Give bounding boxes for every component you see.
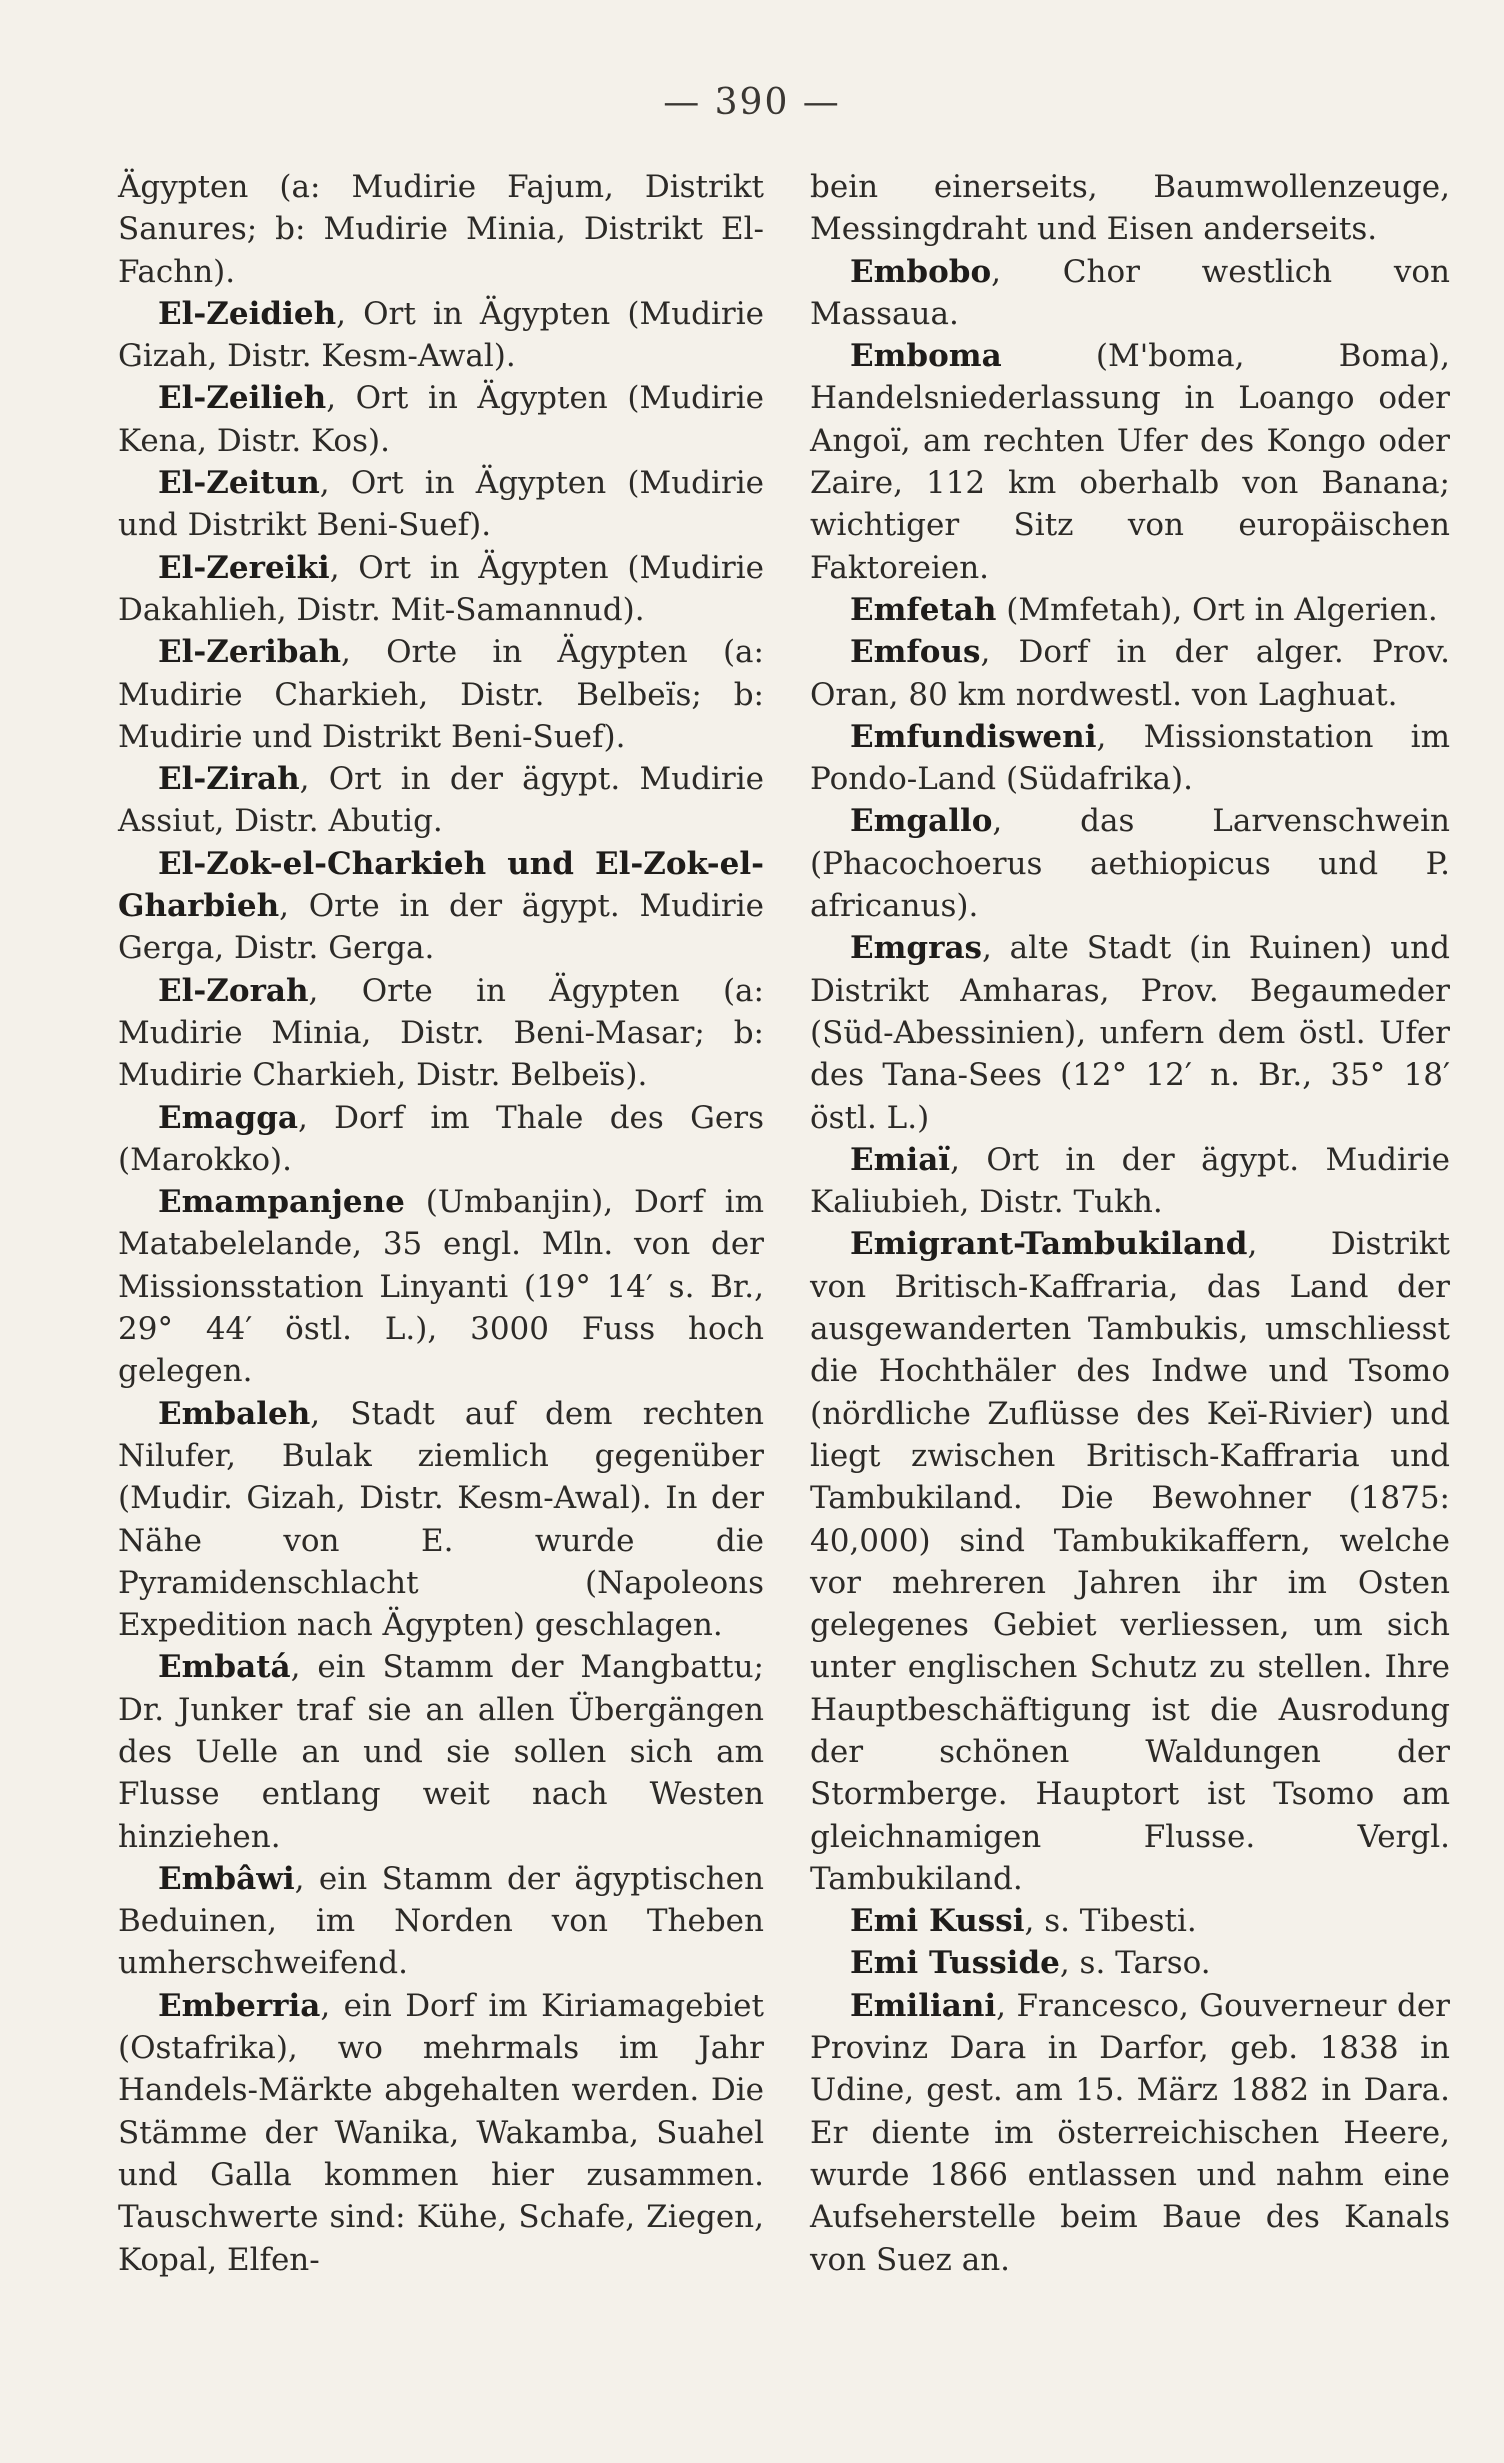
entry-headword: Emfous (850, 634, 981, 671)
entry-headword: El-Zeitun (158, 465, 320, 502)
entry-text: , ein Dorf im Kiriamagebiet (Ostafrika), wo mehrmals im Jahr Handels-Märkte abgehalten werden. Die Stämme der Wanika, Wakamba, Suahel und Galla kommen hier zusammen. Tauschwerte sind: Kühe, Schafe, Ziegen, Kopal, Elfen- (118, 1987, 764, 2278)
dictionary-entry (118, 631, 764, 758)
entry-text: , Dorf im Thale des Gers (Marokko). (118, 1099, 764, 1178)
entry-text: , Orte in Ägypten (a: Mudirie Charkieh, Distr. Belbeïs; b: Mudirie und Distrikt Beni-Suef). (118, 634, 764, 755)
entry-text: , Distrikt von Britisch-Kaffraria, das Land der ausgewanderten Tambukis, umschliesst die Hochthäler des Indwe und Tsomo (nördliche Zuflüsse des Keï-Rivier) und liegt zwischen Britisch-Kaffraria und Tambukiland. Die Bewohner (1875: 40,000) sind Tambukikaffern, welche vor mehreren Jahren ihr im Osten gelegenes Gebiet verliessen, um sich unter englischen Schutz zu stellen. Ihre Hauptbeschäftigung ist die Ausrodung der schönen Waldungen der Stormberge. Hauptort ist Tsomo am gleichnamigen Flusse. Vergl. Tambukiland. (810, 1226, 1450, 1897)
entry-headword: El-Zorah (158, 972, 309, 1009)
dictionary-entry (118, 462, 764, 547)
dictionary-entry (118, 1985, 764, 2281)
dictionary-entry (118, 843, 764, 970)
entry-headword: El-Zereiki (158, 549, 330, 586)
entry-text: , s. Tibesti. (1024, 1903, 1197, 1940)
dictionary-entry (810, 1900, 1450, 1942)
entry-headword: Emfundisweni (850, 718, 1097, 755)
dictionary-entry (118, 758, 764, 843)
entry-text: , ein Stamm der Mangbattu; Dr. Junker traf sie an allen Übergängen des Uelle an und sie sollen sich am Flusse entlang weit nach Westen hinziehen. (118, 1649, 764, 1855)
entry-headword: Emampanjene (158, 1184, 405, 1221)
entry-text: (Mmfetah), Ort in Algerien. (996, 591, 1438, 628)
entry-text: , Ort in Ägypten (Mudirie Gizah, Distr. Kesm-Awal). (118, 295, 764, 375)
entry-text: (Umbanjin), Dorf im Matabelelande, 35 engl. Mln. von der Missionsstation Linyanti (19° 14′ s. Br., 29° 44′ östl. L.), 3000 Fuss hoch gelegen. (118, 1184, 764, 1390)
entry-headword: El-Zok-el-Charkieh und El-Zok-el-Gharbieh (118, 845, 764, 925)
entry-text: , ein Stamm der ägyptischen Beduinen, im Norden von Theben umherschweifend. (118, 1860, 764, 1982)
entry-text: , Stadt auf dem rechten Nilufer, Bulak ziemlich gegenüber (Mudir. Gizah, Distr. Kesm-Awal). In der Nähe von E. wurde die Pyramidenschlacht (Napoleons Expedition nach Ägypten) geschlagen. (118, 1395, 764, 1644)
dictionary-entry (118, 547, 764, 632)
entry-headword: Emiaï (850, 1141, 951, 1178)
dictionary-entry (118, 377, 764, 462)
entry-text: , Ort in Ägypten (Mudirie Dakahlieh, Distr. Mit-Samannud). (118, 549, 764, 628)
entry-headword: Emigrant-Tambukiland (850, 1226, 1248, 1263)
dictionary-entry (810, 716, 1450, 801)
entry-text: , Ort in Ägypten (Mudirie Kena, Distr. Kos). (118, 380, 764, 459)
entry-headword: El-Zirah (158, 761, 300, 798)
entry-headword: Emiliani (850, 1987, 997, 2024)
entry-text: , Orte in Ägypten (a: Mudirie Minia, Distr. Beni-Masar; b: Mudirie Charkieh, Distr. Belbeïs). (118, 972, 764, 1094)
dictionary-entry (118, 970, 764, 1097)
entry-headword: Embaleh (158, 1395, 311, 1432)
dictionary-entry (810, 251, 1450, 336)
entry-text: , Ort in der ägypt. Mudirie Assiut, Distr. Abutig. (118, 761, 764, 840)
entry-text: , alte Stadt (in Ruinen) und Distrikt Amharas, Prov. Begaumeder (Süd-Abessinien), unfern dem östl. Ufer des Tana-Sees (12° 12′ n. Br., 35° 18′ östl. L.) (810, 930, 1450, 1136)
entry-headword: El-Zeilieh (158, 380, 327, 417)
dictionary-entry (118, 1858, 764, 1985)
entry-headword: Emgallo (850, 803, 993, 840)
entry-text: , s. Tarso. (1059, 1945, 1211, 1982)
dictionary-entry (810, 631, 1450, 716)
entry-text: , Francesco, Gouverneur der Provinz Dara in Darfor, geb. 1838 in Udine, gest. am 15. März 1882 in Dara. Er diente im österreichischen Heere, wurde 1866 entlassen und nahm eine Aufseherstelle beim Baue des Kanals von Suez an. (810, 1987, 1450, 2278)
dictionary-entry (118, 166, 764, 293)
dictionary-entry (118, 1181, 764, 1392)
entry-headword: Emi Tusside (850, 1945, 1060, 1982)
dictionary-entry (810, 166, 1450, 251)
dictionary-entry (810, 1985, 1450, 2281)
entry-headword: Embâwi (158, 1860, 295, 1897)
entry-headword: Emagga (158, 1099, 298, 1136)
entry-text: , Ort in Ägypten (Mudirie und Distrikt Beni-Suef). (118, 465, 764, 544)
entry-headword: Embobo (850, 253, 992, 290)
dictionary-entry (810, 800, 1450, 927)
entry-headword: Emgras (850, 930, 982, 967)
entry-text: , Missionstation im Pondo-Land (Südafrika). (810, 718, 1450, 798)
entry-headword: Emboma (850, 338, 1002, 375)
dictionary-entry (118, 1097, 764, 1182)
entry-text: , Ort in der ägypt. Mudirie Kaliubieh, Distr. Tukh. (810, 1141, 1450, 1221)
entry-text: , Dorf in der alger. Prov. Oran, 80 km nordwestl. von Laghuat. (810, 634, 1450, 713)
entry-text: , das Larvenschwein (Phacochoerus aethiopicus und P. africanus). (810, 803, 1450, 925)
right-column (810, 166, 1450, 2281)
dictionary-entry (810, 927, 1450, 1138)
dictionary-entry (810, 1139, 1450, 1224)
dictionary-entry (118, 1393, 764, 1647)
entry-text: bein einerseits, Baumwollenzeuge, Messingdraht und Eisen anderseits. (810, 169, 1450, 248)
entry-text: , Chor westlich von Massaua. (810, 253, 1450, 332)
entry-headword: El-Zeribah (158, 634, 342, 671)
dictionary-entry (810, 1223, 1450, 1900)
entry-text: Ägypten (a: Mudirie Fajum, Distrikt Sanures; b: Mudirie Minia, Distrikt El-Fachn). (118, 169, 764, 290)
entry-headword: Emi Kussi (850, 1903, 1025, 1940)
entry-headword: Embatá (158, 1649, 291, 1686)
left-column (118, 166, 764, 2281)
dictionary-entry (118, 293, 764, 378)
page-number: — 390 — (663, 82, 841, 123)
dictionary-entry (810, 589, 1450, 631)
dictionary-entry (118, 1646, 764, 1857)
dictionary-entry (810, 335, 1450, 589)
entry-text: , Orte in der ägypt. Mudirie Gerga, Distr. Gerga. (118, 888, 764, 967)
entry-headword: Emfetah (850, 591, 997, 628)
dictionary-entry (810, 1942, 1450, 1984)
entry-text: (M'boma, Boma), Handelsniederlassung in Loango oder Angoï, am rechten Ufer des Kongo oder Zaire, 112 km oberhalb von Banana; wichtiger Sitz von europäischen Faktoreien. (810, 338, 1450, 586)
entry-headword: Emberria (158, 1987, 321, 2024)
entry-headword: El-Zeidieh (158, 295, 337, 332)
